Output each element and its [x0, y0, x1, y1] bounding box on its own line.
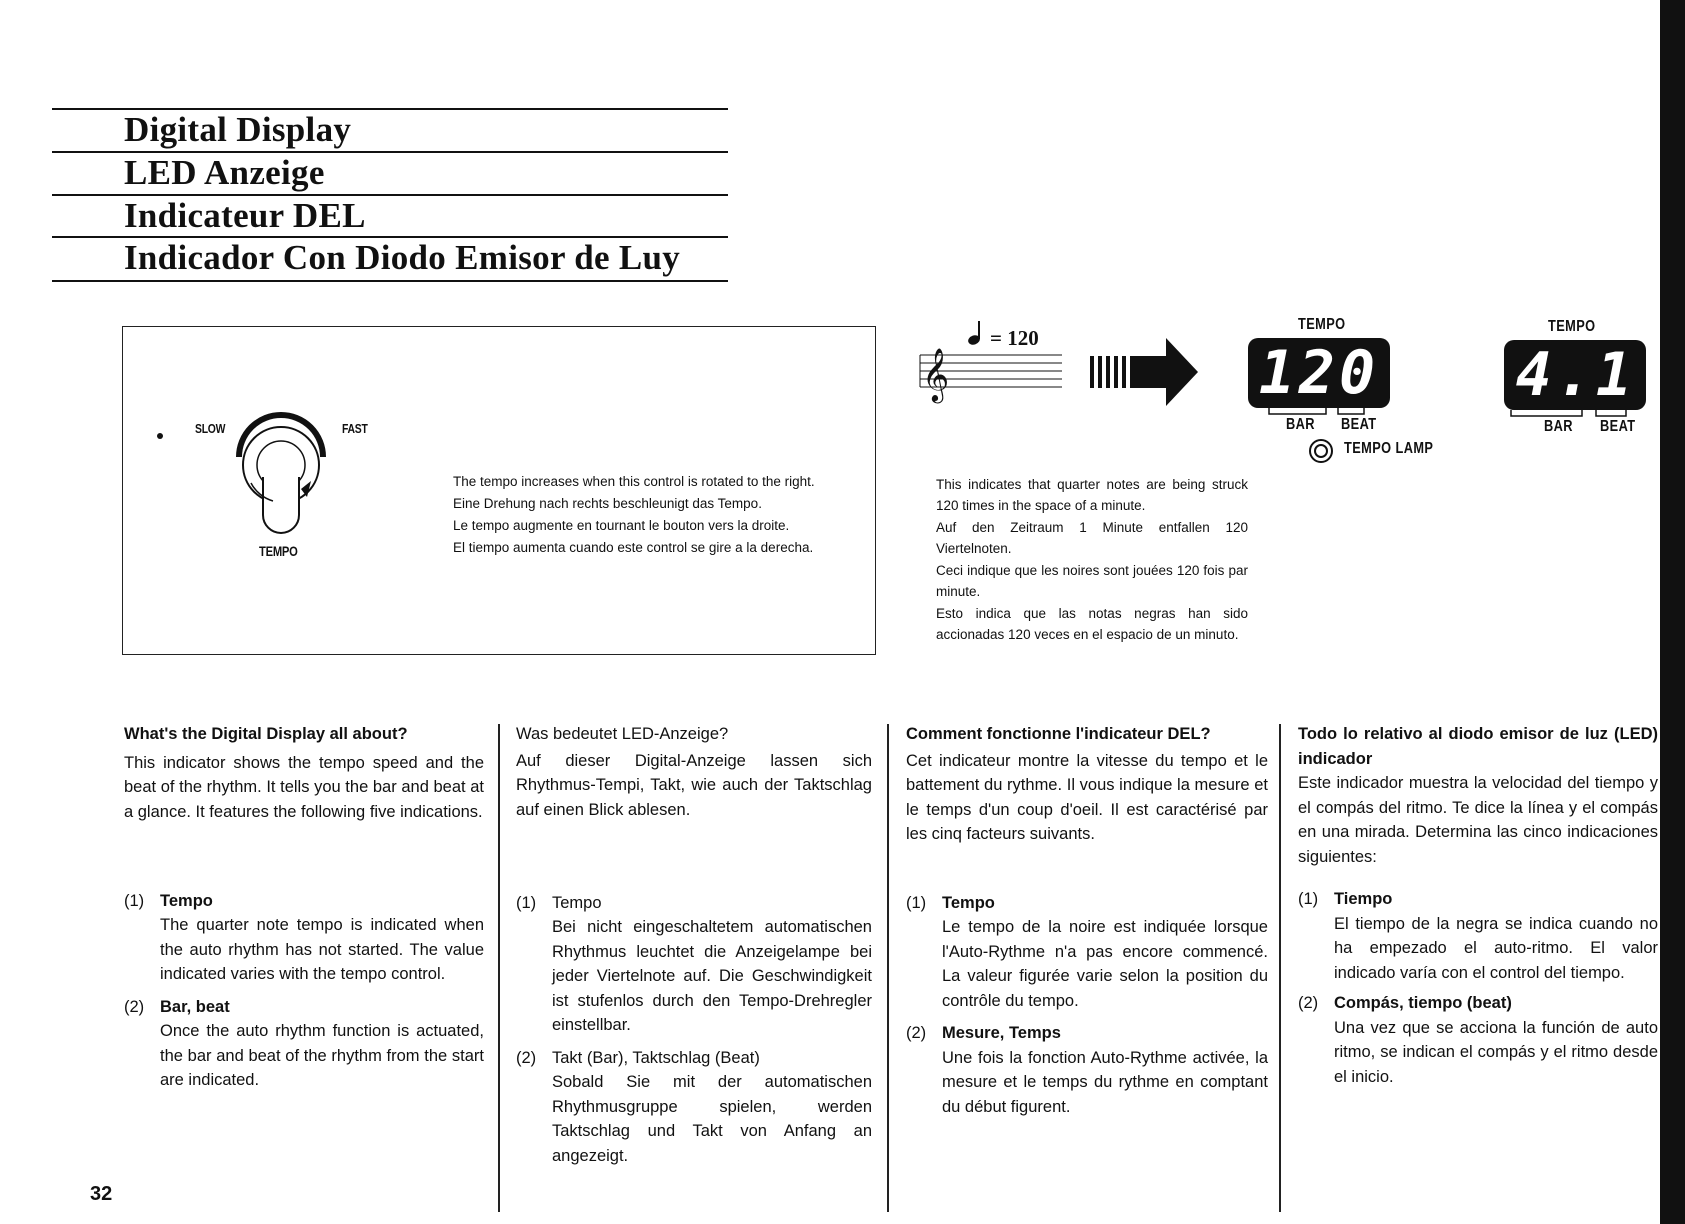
- item-text: Le tempo de la noire est indiquée lorsque l'Auto-Rythme n'a pas encore commencé. La valeur figurée varie selon la position du contrôle du tempo.: [942, 918, 1268, 1010]
- tempo-lamp-label: TEMPO LAMP: [1344, 440, 1434, 457]
- music-staff-icon: [912, 320, 1062, 410]
- item-title: Takt (Bar), Taktschlag (Beat): [552, 1048, 760, 1067]
- column-german: [516, 722, 872, 1168]
- item-number: (1): [516, 893, 537, 912]
- list-item: [906, 891, 1268, 1014]
- column-intro: Auf dieser Digital-Anzeige lassen sich Rhythmus-Tempi, Takt, wie auch der Taktschlag auf einen Blick ablesen.: [516, 751, 872, 819]
- display1-beat-label: BEAT: [1341, 416, 1377, 433]
- display2-beat-label: BEAT: [1600, 418, 1636, 435]
- item-text: The quarter note tempo is indicated when the auto rhythm has not started. The value indicated varies with the tempo control.: [160, 916, 484, 983]
- display2-tempo-label: TEMPO: [1548, 318, 1596, 335]
- column-divider: [1279, 724, 1281, 1212]
- column-intro: Cet indicateur montre la vitesse du tempo et le battement du rythme. Il vous indique la mesure et le temps d'un coup d'oeil. Il est caractérisé par les cinq facteurs suivants.: [906, 751, 1268, 843]
- item-number: (2): [1298, 994, 1319, 1012]
- arrow-right-icon: [1090, 338, 1198, 408]
- column-intro: Este indicador muestra la velocidad del tiempo y el compás del ritmo. Te dice la línea y el compás en una mirada. Determina las cinco indicaciones siguientes:: [1298, 774, 1658, 866]
- item-number: (1): [124, 891, 145, 910]
- item-number: (2): [516, 1048, 537, 1067]
- led-digits: 4.1: [1515, 340, 1636, 410]
- tempo-knob-diagram: [122, 326, 876, 655]
- item-title: Compás, tiempo (beat): [1334, 994, 1512, 1012]
- item-title: Tempo: [942, 893, 995, 912]
- item-text: Une fois la fonction Auto-Rythme activée, la mesure et le temps du rythme en comptant du début figurent.: [942, 1048, 1268, 1116]
- item-text: Sobald Sie mit der automatischen Rhythmusgruppe spielen, werden Taktschlag und Takt von Anfang an angezeigt.: [552, 1073, 872, 1165]
- knob-caption: [453, 471, 823, 559]
- title-french: Indicateur DEL: [124, 196, 366, 235]
- tempo-lamp-icon: [1308, 438, 1334, 464]
- title-spanish: Indicador Con Diodo Emisor de Luy: [124, 238, 681, 277]
- item-text: El tiempo de la negra se indica cuando no ha empezado el auto-ritmo. El valor indicado varía con el control del tiempo.: [1334, 914, 1658, 982]
- led-digits: 120: [1258, 338, 1380, 408]
- item-text: Bei nicht eingeschaltetem automatischen Rhythmus leuchtet die Anzeigelampe bei jeder Viertelnote auf. Die Geschwindigkeit ist stufenlos durch den Tempo-Drehregler einstellbar.: [552, 918, 872, 1034]
- item-text: Una vez que se acciona la función de auto ritmo, se indican el compás y el ritmo desde el inicio.: [1334, 1018, 1658, 1086]
- tempo-caption: [936, 474, 1248, 646]
- item-text: Once the auto rhythm function is actuated, the bar and beat of the rhythm from the start are indicated.: [160, 1022, 484, 1089]
- title-rule: [52, 280, 728, 282]
- title-german: LED Anzeige: [124, 153, 325, 192]
- knob-caption-de: Eine Drehung nach rechts beschleunigt das Tempo.: [453, 496, 762, 511]
- title-english: Digital Display: [124, 110, 352, 149]
- led-display-bar-beat: [1504, 340, 1646, 410]
- tempo-note-value: = 120: [990, 326, 1039, 350]
- item-title: Tempo: [552, 893, 602, 912]
- item-title: Mesure, Temps: [942, 1024, 1061, 1042]
- tempo-caption-es: Esto indica que las notas negras han sido accionadas 120 veces en el espacio de un minuto.: [936, 606, 1248, 642]
- list-item: [124, 889, 484, 987]
- column-french: [906, 722, 1268, 1119]
- tempo-caption-de: Auf den Zeitraum 1 Minute entfallen 120 Viertelnoten.: [936, 520, 1248, 556]
- display1-tempo-label: TEMPO: [1298, 316, 1346, 333]
- tempo-caption-en: This indicates that quarter notes are being struck 120 times in the space of a minute.: [936, 477, 1248, 513]
- page-number: 32: [90, 1183, 113, 1205]
- list-item: [1298, 887, 1658, 985]
- column-divider: [887, 724, 889, 1212]
- item-title: Bar, beat: [160, 997, 230, 1016]
- column-english: [124, 722, 484, 1093]
- led-display-tempo: [1248, 338, 1390, 408]
- svg-text:𝄞: 𝄞: [922, 347, 950, 401]
- tempo-caption-fr: Ceci indique que les noires sont jouées 120 fois par minute.: [936, 563, 1248, 599]
- column-intro: This indicator shows the tempo speed and the beat of the rhythm. It tells you the bar and beat at a glance. It features the following five indications.: [124, 753, 484, 821]
- item-number: (2): [124, 997, 145, 1016]
- item-number: (1): [1298, 890, 1319, 908]
- column-heading: Todo lo relativo al diodo emisor de luz (LED) indicador: [1298, 725, 1658, 768]
- list-item: [124, 995, 484, 1093]
- knob-caption-fr: Le tempo augmente en tournant le bouton vers la droite.: [453, 518, 790, 533]
- page-edge-shadow: [1660, 0, 1685, 1224]
- item-title: Tempo: [160, 891, 213, 910]
- tempo-knob-label: TEMPO: [259, 543, 298, 559]
- display2-bar-label: BAR: [1544, 418, 1573, 435]
- dot-marker: [157, 433, 163, 439]
- item-number: (2): [906, 1024, 927, 1042]
- display1-bar-label: BAR: [1286, 416, 1315, 433]
- item-title: Tiempo: [1334, 890, 1393, 908]
- fast-label: FAST: [342, 421, 368, 436]
- column-divider: [498, 724, 500, 1212]
- column-heading: What's the Digital Display all about?: [124, 725, 408, 743]
- knob-caption-es: El tiempo aumenta cuando este control se gire a la derecha.: [453, 540, 814, 555]
- column-heading: Comment fonctionne l'indicateur DEL?: [906, 725, 1211, 743]
- slow-label: SLOW: [195, 421, 226, 436]
- column-heading: Was bedeutet LED-Anzeige?: [516, 725, 729, 743]
- list-item: [906, 1021, 1268, 1119]
- list-item: [516, 1046, 872, 1169]
- list-item: [1298, 991, 1658, 1089]
- item-number: (1): [906, 893, 927, 912]
- list-item: [516, 891, 872, 1038]
- column-spanish: [1298, 722, 1658, 1089]
- tempo-knob-icon: [227, 405, 337, 545]
- knob-caption-en: The tempo increases when this control is rotated to the right.: [453, 474, 815, 489]
